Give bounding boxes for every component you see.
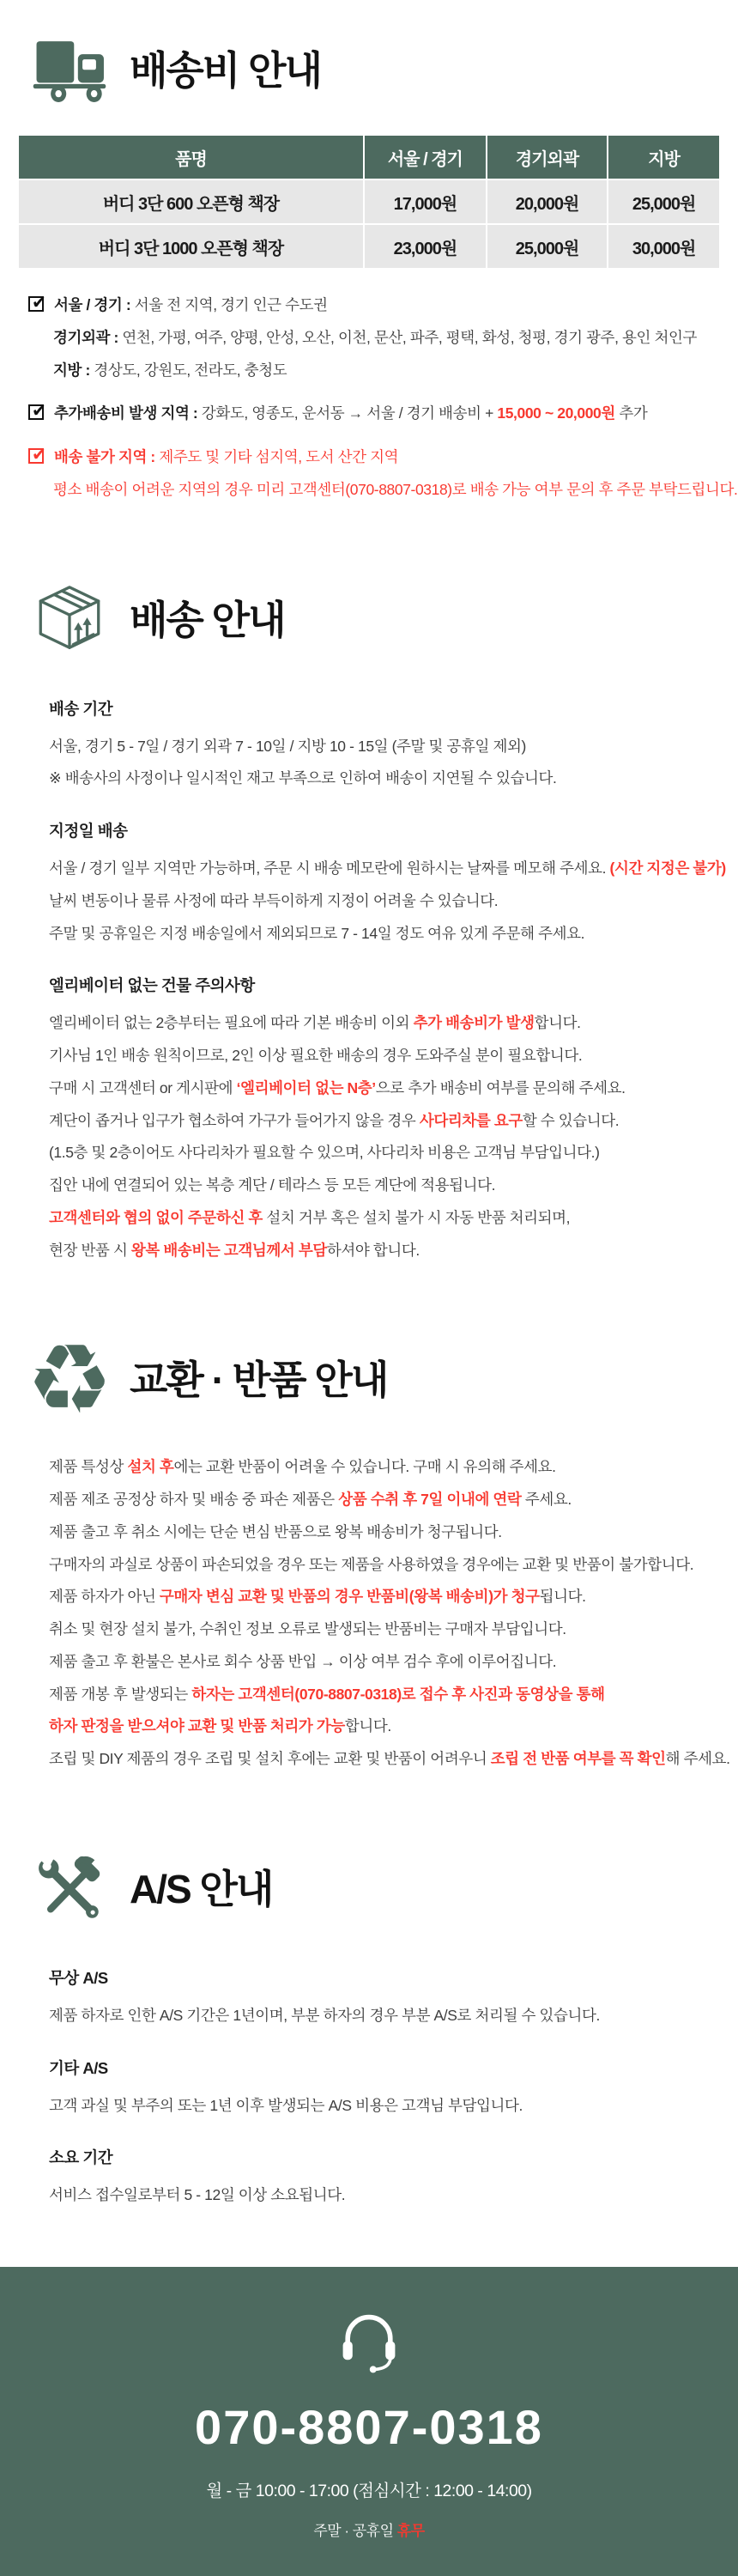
recycle-icon: ♻ <box>26 1323 113 1436</box>
paragraph <box>49 1685 738 1704</box>
paragraph <box>49 1490 738 1510</box>
table-header-row <box>19 136 719 179</box>
text-segment: 추가배송비 발생 지역 : <box>54 404 202 422</box>
shipping-fee-table <box>17 134 721 270</box>
text-segment: 서비스 접수일로부터 5 - 12일 이상 소요됩니다. <box>49 2186 346 2204</box>
text-segment: 설치 후 <box>127 1458 174 1476</box>
text-segment: (시간 지정은 불가) <box>609 860 726 877</box>
paragraph <box>49 1046 738 1066</box>
text-segment: 제품 개봉 후 발생되는 <box>49 1685 192 1703</box>
subsection-heading: 지정일 배송 <box>49 822 128 840</box>
paragraph <box>49 737 738 756</box>
paragraph <box>49 2006 738 2026</box>
table-row <box>19 225 719 268</box>
text-segment: 사다리차를 요구 <box>419 1111 523 1129</box>
text-segment: 왕복 배송비는 고객님께서 부담 <box>130 1241 327 1259</box>
text-segment: 조립 및 DIY 제품의 경우 조립 및 설치 후에는 교환 및 반품이 어려우니 <box>49 1750 491 1767</box>
paragraph <box>49 1457 738 1477</box>
text-segment: 에는 교환 반품이 어려울 수 있습니다. 구매 시 유의해 주세요. <box>173 1458 556 1476</box>
table-header-cell: 품명 <box>19 136 363 179</box>
paragraph <box>49 859 738 878</box>
text-segment: 구매 시 고객센터 or 게시판에 <box>49 1078 237 1097</box>
tools-icon <box>28 1843 111 1935</box>
paragraph <box>49 924 738 944</box>
text-segment: 추가 <box>614 404 648 422</box>
phone-number: 070-8807-0318 <box>195 2400 543 2454</box>
paragraph <box>49 1716 738 1736</box>
subsection-heading: 배송 기간 <box>49 699 113 718</box>
table-cell: 버디 3단 1000 오픈형 책장 <box>19 225 363 268</box>
text-segment: 설치 거부 혹은 설치 불가 시 자동 반품 처리되며, <box>266 1208 571 1226</box>
text-segment: 으로 추가 배송비 여부를 문의해 주세요. <box>375 1078 626 1097</box>
paragraph <box>28 361 738 380</box>
closed-label: 휴무 <box>396 2523 425 2539</box>
subsection-heading: 엘리베이터 없는 건물 주의사항 <box>49 976 255 995</box>
text-segment: 제주도 및 기타 섬지역, 도서 산간 지역 <box>159 448 399 465</box>
text-segment: 하자 판정을 받으셔야 교환 및 반품 처리가 가능 <box>49 1717 345 1735</box>
text-segment: 제품 특성상 <box>49 1458 128 1476</box>
text-segment: 현장 반품 시 <box>49 1241 131 1259</box>
text-segment: 지방 : <box>53 361 94 379</box>
subsection-heading: 소요 기간 <box>49 2148 113 2167</box>
footer <box>0 2267 738 2576</box>
section-title-exchange: 교환 · 반품 안내 <box>130 1358 388 1403</box>
text-segment: 경기외곽 : <box>53 328 123 346</box>
closed-notice <box>0 2518 738 2540</box>
table-cell: 17,000원 <box>365 180 486 223</box>
checkbox-icon: ✔ <box>28 447 44 464</box>
subsection-heading: 기타 A/S <box>49 2058 108 2077</box>
text-segment: 계단이 좁거나 입구가 협소하여 가구가 들어가지 않을 경우 <box>49 1111 420 1129</box>
text-segment: 됩니다. <box>539 1588 586 1606</box>
paragraph <box>49 2185 738 2205</box>
checkbox-icon: ✔ <box>28 404 44 420</box>
paragraph <box>49 1555 738 1575</box>
paragraph <box>28 444 738 467</box>
paragraph <box>28 328 738 348</box>
text-segment: 날씨 변동이나 물류 사정에 따라 부득이하게 지정이 어려울 수 있습니다. <box>49 891 499 909</box>
table-header-cell: 서울 / 경기 <box>365 136 486 179</box>
section-as <box>0 1841 738 2205</box>
table-row <box>19 180 719 223</box>
paragraph <box>49 1587 738 1607</box>
checkbox-icon: ✔ <box>28 295 44 312</box>
section-delivery <box>0 572 738 1261</box>
text-segment: 서울, 경기 5 - 7일 / 경기 외곽 7 - 10일 / 지방 10 - 15일 (주말 및 공휴일 제외) <box>49 737 526 755</box>
delivery-content <box>49 697 738 1261</box>
paragraph <box>49 1176 738 1195</box>
text-segment: 구매자의 과실로 상품이 파손되었을 경우 또는 제품을 사용하였을 경우에는 교환 및 반품이 불가합니다. <box>49 1555 694 1573</box>
text-segment: 서울 전 지역, 경기 인근 수도권 <box>134 296 328 313</box>
text-segment: 강화도, 영종도, 운서동 → 서울 / 경기 배송비 + <box>201 404 498 422</box>
exchange-content <box>49 1457 738 1769</box>
as-content <box>49 1966 738 2205</box>
text-segment: 기사님 1인 배송 원칙이므로, 2인 이상 필요한 배송의 경우 도와주실 분이 필요합니다. <box>49 1047 583 1064</box>
box-icon <box>28 574 111 666</box>
text-segment: 제품 출고 후 환불은 본사로 회수 상품 반입 → 이상 여부 검수 후에 이루어집니다. <box>49 1652 557 1670</box>
paragraph <box>28 480 738 500</box>
text-segment: 구매자 변심 교환 및 반품의 경우 반품비(왕복 배송비)가 청구 <box>159 1588 540 1606</box>
text-segment: ※ 배송사의 사정이나 일시적인 재고 부족으로 인하여 배송이 지연될 수 있습니다. <box>49 769 557 787</box>
text-segment: 합니다. <box>534 1014 581 1032</box>
text-segment: 할 수 있습니다. <box>522 1111 620 1129</box>
paragraph <box>49 1013 738 1033</box>
section-header <box>26 1323 738 1436</box>
section-exchange-return <box>0 1323 738 1769</box>
text-segment: (1.5층 및 2층이어도 사다리차가 필요할 수 있으며, 사다리차 비용은 고객님 부담입니다.) <box>49 1144 600 1162</box>
text-segment: 고객센터와 협의 없이 주문하신 후 <box>49 1208 267 1226</box>
text-segment: 제품 하자로 인한 A/S 기간은 1년이며, 부분 하자의 경우 부분 A/S로 처리될 수 있습니다. <box>49 2006 600 2024</box>
text-segment: ‘엘리베이터 없는 N층’ <box>236 1078 376 1097</box>
paragraph <box>49 1749 738 1769</box>
paragraph <box>49 2096 738 2116</box>
shipping-fee-notes <box>28 292 738 500</box>
text-segment: 제품 제조 공정상 하자 및 배송 중 파손 제품은 <box>49 1491 339 1508</box>
text-segment: 해 주세요. <box>665 1750 730 1767</box>
section-header <box>28 572 738 668</box>
paragraph <box>49 1619 738 1639</box>
text-segment: 평소 배송이 어려운 지역의 경우 미리 고객센터(070-8807-0318)로 배송 가능 여부 문의 후 주문 부탁드립니다. <box>53 480 738 498</box>
subsection-heading: 무상 A/S <box>49 1968 108 1987</box>
section-header <box>28 1841 738 1937</box>
section-title-delivery: 배송 안내 <box>130 597 285 642</box>
table-cell: 23,000원 <box>365 225 486 268</box>
text-segment: 연천, 가평, 여주, 양평, 안성, 오산, 이천, 문산, 파주, 평택, 화성, 청평, 경기 광주, 용인 처인구 <box>122 328 697 346</box>
section-shipping-fee <box>0 22 738 500</box>
paragraph <box>49 769 738 788</box>
text-segment: 합니다. <box>344 1717 391 1735</box>
text-segment: 주말 및 공휴일은 지정 배송일에서 제외되므로 7 - 14일 정도 여유 있게 주문해 주세요. <box>49 924 585 942</box>
paragraph <box>49 1208 738 1228</box>
text-segment: 고객 과실 및 부주의 또는 1년 이후 발생되는 A/S 비용은 고객님 부담입니다. <box>49 2096 523 2114</box>
section-title-as: A/S 안내 <box>130 1866 273 1911</box>
paragraph <box>49 1522 738 1542</box>
table-cell: 25,000원 <box>608 180 719 223</box>
paragraph <box>49 1078 738 1098</box>
paragraph <box>28 400 738 423</box>
text-segment: 엘리베이터 없는 2층부터는 필요에 따라 기본 배송비 이외 <box>49 1014 414 1032</box>
paragraph <box>49 1111 738 1131</box>
headset-icon <box>335 2362 403 2377</box>
paragraph <box>49 1652 738 1672</box>
table-header-cell: 지방 <box>608 136 719 179</box>
table-cell: 버디 3단 600 오픈형 책장 <box>19 180 363 223</box>
text-segment: 경상도, 강원도, 전라도, 충청도 <box>94 361 287 379</box>
table-header-cell: 경기외곽 <box>487 136 607 179</box>
text-segment: 서울 / 경기 : <box>54 296 135 313</box>
paragraph <box>49 891 738 911</box>
text-segment: 제품 출고 후 취소 시에는 단순 변심 반품으로 왕복 배송비가 청구됩니다. <box>49 1522 502 1540</box>
text-segment: 15,000 ~ 20,000원 <box>497 404 615 422</box>
text-segment: 제품 하자가 아닌 <box>49 1588 160 1606</box>
paragraph <box>28 292 738 315</box>
text-segment: 주세요. <box>521 1491 572 1508</box>
text-segment: 취소 및 현장 설치 불가, 수취인 정보 오류로 발생되는 반품비는 구매자 부담입니다. <box>49 1620 566 1637</box>
text-segment: 하자는 고객센터(070-8807-0318)로 접수 후 사진과 동영상을 통해 <box>191 1685 605 1703</box>
table-cell: 20,000원 <box>487 180 607 223</box>
closed-prefix: 주말 · 공휴일 <box>313 2523 397 2539</box>
section-header <box>28 22 738 118</box>
table-cell: 25,000원 <box>487 225 607 268</box>
section-title-shipping-fee: 배송비 안내 <box>130 48 321 93</box>
paragraph <box>49 1241 738 1261</box>
paragraph <box>49 1143 738 1163</box>
business-hours: 월 - 금 10:00 - 17:00 (점심시간 : 12:00 - 14:00) <box>206 2482 532 2500</box>
text-segment: 하셔야 합니다. <box>326 1241 420 1259</box>
text-segment: 상품 수취 후 7일 이내에 연락 <box>338 1491 522 1508</box>
text-segment: 추가 배송비가 발생 <box>413 1014 535 1032</box>
truck-icon <box>28 24 111 117</box>
text-segment: 집안 내에 연결되어 있는 복층 계단 / 테라스 등 모든 계단에 적용됩니다. <box>49 1176 496 1194</box>
text-segment: 서울 / 경기 일부 지역만 가능하며, 주문 시 배송 메모란에 원하시는 날짜를 메모해 주세요. <box>49 860 610 877</box>
text-segment: 배송 불가 지역 : <box>54 448 160 465</box>
table-cell: 30,000원 <box>608 225 719 268</box>
text-segment: 조립 전 반품 여부를 꼭 확인 <box>490 1750 666 1767</box>
